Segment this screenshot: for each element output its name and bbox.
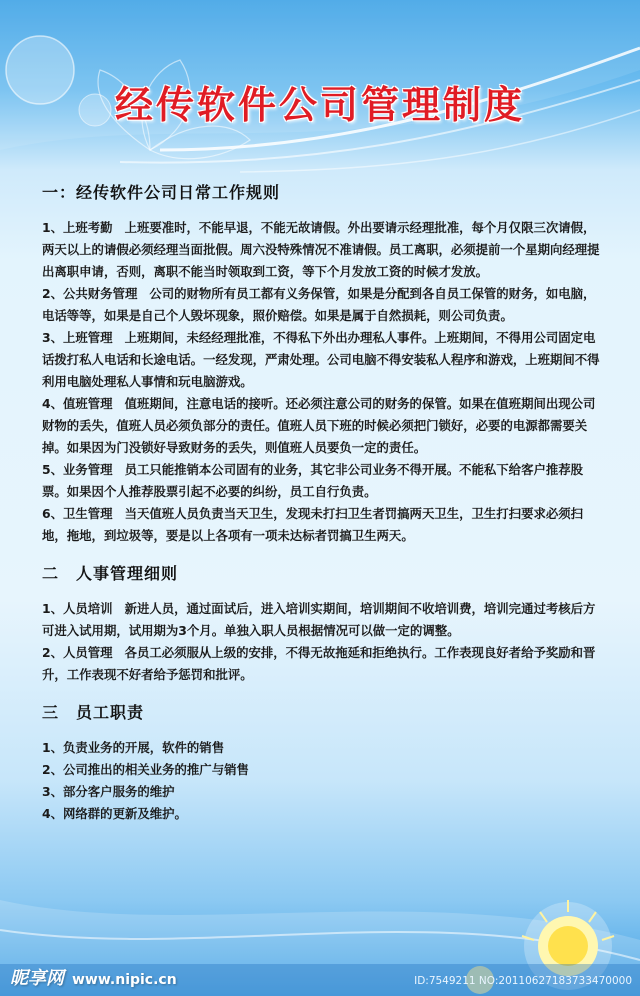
watermark-logo bbox=[10, 964, 177, 990]
content bbox=[42, 180, 606, 825]
rule-label: 1、上班考勤 bbox=[42, 220, 113, 235]
rule-item bbox=[42, 503, 606, 547]
rule-label: 6、卫生管理 bbox=[42, 506, 113, 521]
rule-text: 上班期间，未经经理批准，不得私下外出办理私人事件。上班期间，不得用公司固定电话拨打私人电话和长途电话。一经发现，严肃处理。公司电脑不得安装私人程序和游戏，上班期间不得利用电脑处理私人事情和玩电脑游戏。 bbox=[42, 330, 600, 389]
rule-label: 4、值班管理 bbox=[42, 396, 113, 411]
section-heading: 二 人事管理细则 bbox=[42, 564, 179, 583]
rule-text: 当天值班人员负责当天卫生，发现未打扫卫生者罚搞两天卫生，卫生打扫要求必须扫地，拖地，到垃圾等，要是以上各项有一项未达标者罚搞卫生两天。 bbox=[42, 506, 584, 543]
duty-item: 3、部分客户服务的维护 bbox=[42, 784, 175, 799]
rule-item bbox=[42, 393, 606, 459]
duty-item: 2、公司推出的相关业务的推广与销售 bbox=[42, 762, 249, 777]
duty-item: 1、负责业务的开展，软件的销售 bbox=[42, 740, 225, 755]
rule-item bbox=[42, 327, 606, 393]
watermark-url: www.nipic.cn bbox=[72, 972, 177, 988]
section-heading: 三 员工职责 bbox=[42, 703, 145, 722]
rule-label: 2、公共财务管理 bbox=[42, 286, 138, 301]
rule-item bbox=[42, 283, 606, 327]
rule-label: 5、业务管理 bbox=[42, 462, 113, 477]
section-daily-rules bbox=[42, 180, 606, 547]
watermark-id: ID:7549211 NO:20110627183733470000 bbox=[414, 975, 632, 987]
section-hr-rules bbox=[42, 561, 606, 686]
section-heading: 一：经传软件公司日常工作规则 bbox=[42, 183, 281, 202]
rule-item bbox=[42, 217, 606, 283]
rule-item bbox=[42, 459, 606, 503]
watermark-logo-text: 昵享网 bbox=[10, 968, 64, 989]
rule-label: 2、人员管理 bbox=[42, 645, 113, 660]
rule-text: 新进人员，通过面试后，进入培训实期间，培训期间不收培训费，培训完通过考核后方可进入试用期，试用期为3个月。单独入职人员根据情况可以做一定的调整。 bbox=[42, 601, 596, 638]
rule-label: 3、上班管理 bbox=[42, 330, 113, 345]
rule-text: 上班要准时，不能早退，不能无故请假。外出要请示经理批准，每个月仅限三次请假，两天以上的请假必须经理当面批假。周六没特殊情况不准请假。员工离职，必须提前一个星期向经理提出离职申请，否则，离职不能当时领取到工资，等下个月发放工资的时候才发放。 bbox=[42, 220, 600, 279]
rule-text: 员工只能推销本公司固有的业务，其它非公司业务不得开展。不能私下给客户推荐股票。如果因个人推荐股票引起不必要的纠纷，员工自行负责。 bbox=[42, 462, 584, 499]
rule-text: 公司的财物所有员工都有义务保管，如果是分配到各自员工保管的财务，如电脑，电话等等，如果是自己个人毁坏现象，照价赔偿。如果是属于自然损耗，则公司负责。 bbox=[42, 286, 596, 323]
duty-item: 4、网络群的更新及维护。 bbox=[42, 806, 187, 821]
section-duties bbox=[42, 700, 606, 825]
rule-text: 各员工必须服从上级的安排，不得无故拖延和拒绝执行。工作表现良好者给予奖励和晋升，工作表现不好者给予惩罚和批评。 bbox=[42, 645, 596, 682]
rule-label: 1、人员培训 bbox=[42, 601, 113, 616]
rule-item bbox=[42, 642, 606, 686]
rule-text: 值班期间，注意电话的接听。还必须注意公司的财务的保管。如果在值班期间出现公司财物的丢失，值班人员必须负部分的责任。值班人员下班的时候必须把门锁好，必要的电源都需要关掉。如果因为门没锁好导致财务的丢失，则值班人员要负一定的责任。 bbox=[42, 396, 596, 455]
page-title: 经传软件公司管理制度 bbox=[114, 83, 525, 127]
rule-item bbox=[42, 598, 606, 642]
